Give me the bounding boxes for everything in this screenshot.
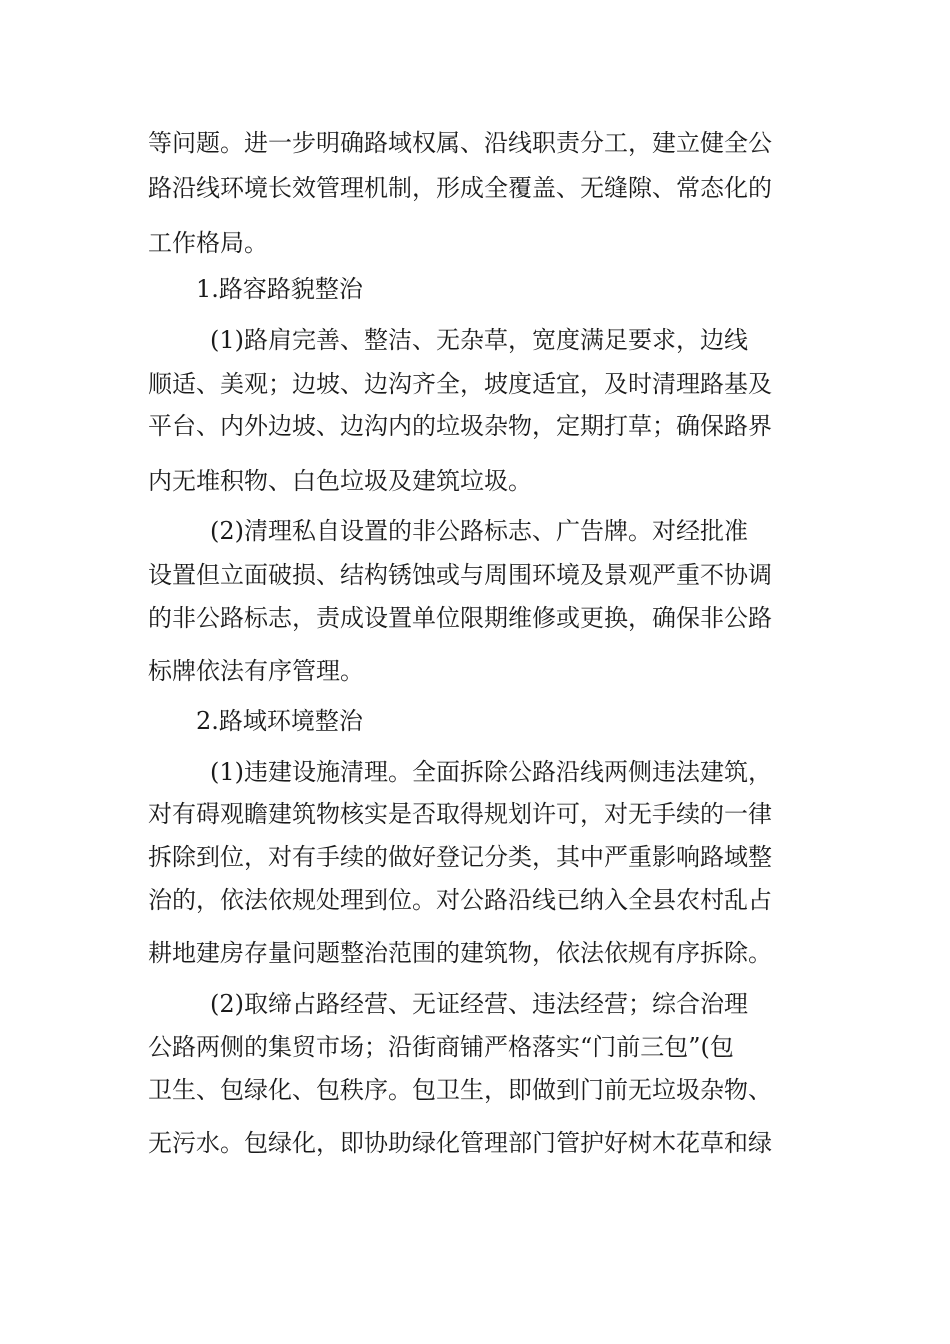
text-line: 平台、内外边坡、边沟内的垃圾杂物，定期打草；确保路界 [148, 412, 772, 440]
text-line: 耕地建房存量问题整治范围的建筑物，依法依规有序拆除。 [148, 939, 772, 967]
text-line: 顺适、美观；边坡、边沟齐全，坡度适宜，及时清理路基及 [148, 370, 772, 398]
text-line: 拆除到位，对有手续的做好登记分类，其中严重影响路域整 [148, 843, 772, 871]
text-line: 标牌依法有序管理。 [148, 657, 364, 685]
text-line: 无污水。包绿化，即协助绿化管理部门管护好树木花草和绿 [148, 1129, 772, 1157]
text-line: 治的，依法依规处理到位。对公路沿线已纳入全县农村乱占 [148, 886, 772, 914]
text-line: 路沿线环境长效管理机制，形成全覆盖、无缝隙、常态化的 [148, 174, 772, 202]
text-line: 等问题。进一步明确路域权属、沿线职责分工，建立健全公 [148, 129, 772, 157]
text-line: 公路两侧的集贸市场；沿街商铺严格落实“门前三包”(包 [148, 1033, 734, 1061]
text-line: 工作格局。 [148, 229, 268, 257]
text-line: 的非公路标志，责成设置单位限期维修或更换，确保非公路 [148, 604, 772, 632]
text-line: 内无堆积物、白色垃圾及建筑垃圾。 [148, 467, 532, 495]
text-line: (1)违建设施清理。全面拆除公路沿线两侧违法建筑， [210, 758, 772, 786]
section-heading: 1.路容路貌整治 [196, 275, 363, 303]
text-line: (2)清理私自设置的非公路标志、广告牌。对经批准 [210, 517, 748, 545]
section-heading: 2.路域环境整治 [196, 707, 363, 735]
text-line: 设置但立面破损、结构锈蚀或与周围环境及景观严重不协调 [148, 561, 772, 589]
text-line: 对有碍观瞻建筑物核实是否取得规划许可，对无手续的一律 [148, 800, 772, 828]
text-line: (2)取缔占路经营、无证经营、违法经营；综合治理 [210, 990, 748, 1018]
text-line: 卫生、包绿化、包秩序。包卫生，即做到门前无垃圾杂物、 [148, 1076, 772, 1104]
text-line: (1)路肩完善、整洁、无杂草，宽度满足要求，边线 [210, 326, 748, 354]
